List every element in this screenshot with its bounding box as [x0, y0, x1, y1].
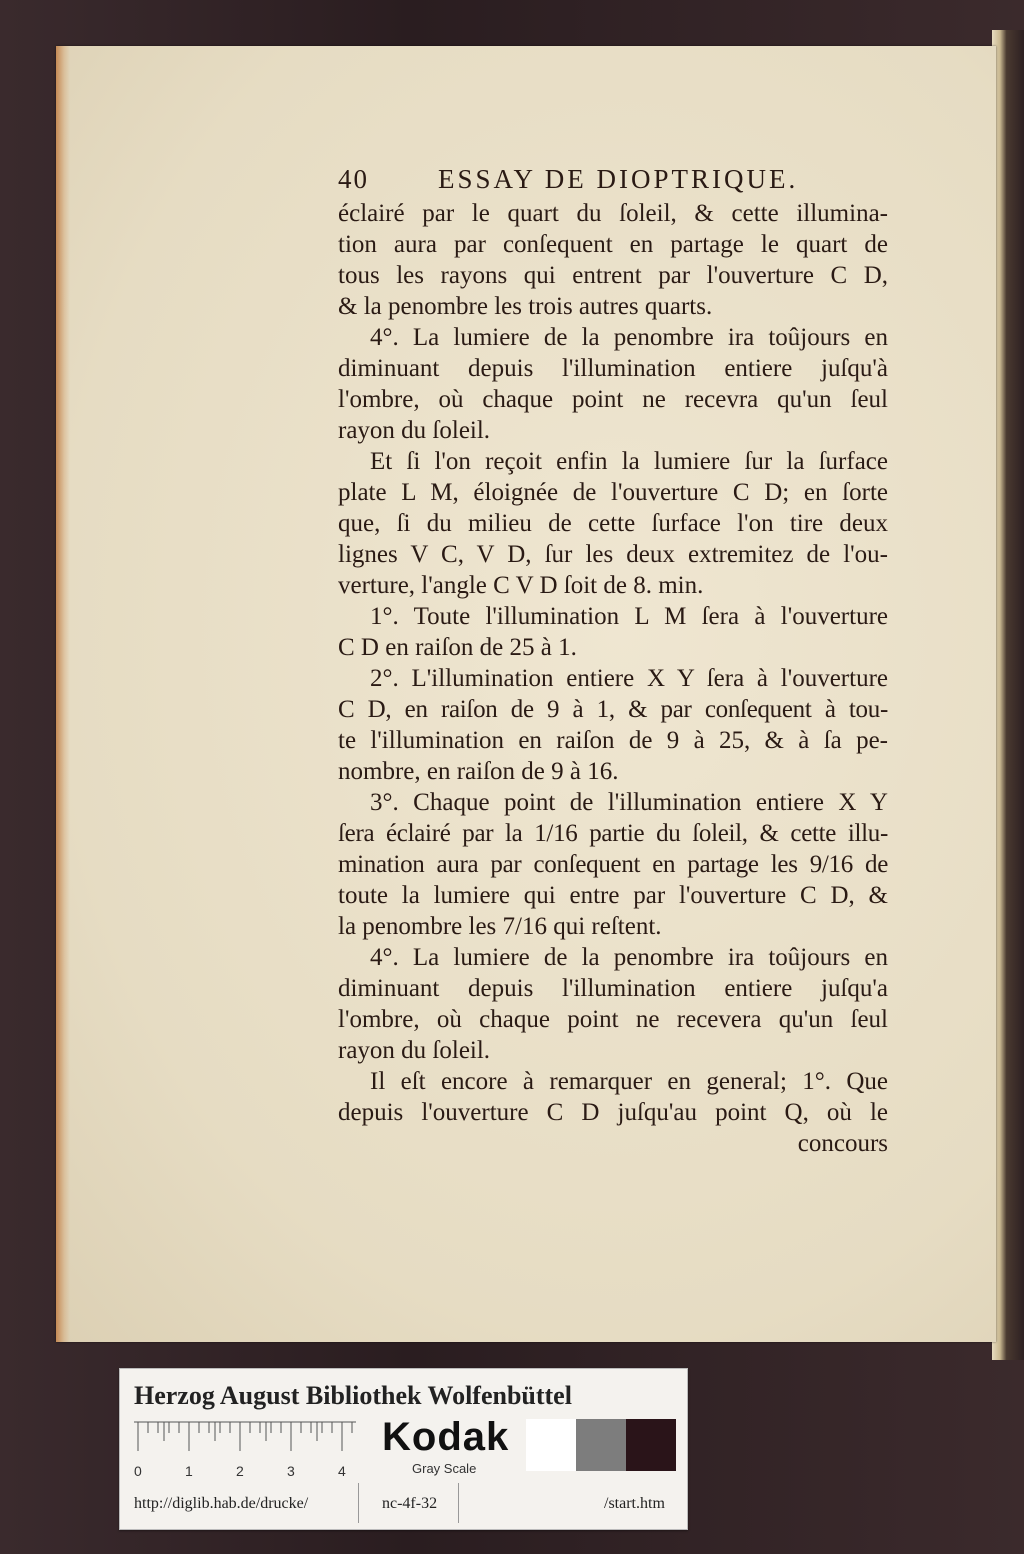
text-line: lignes V C, V D, ſur les deux extremitez de l'ou-	[338, 541, 888, 568]
text-line: 2°. L'illumination entiere X Y ſera à l'ouverture	[370, 665, 888, 692]
page-header	[338, 164, 888, 198]
text-line: nombre, en raiſon de 9 à 16.	[338, 758, 619, 785]
text-line: ſera éclairé par la 1/16 partie du ſoleil, & cette illu-	[338, 820, 888, 847]
page-text	[338, 164, 888, 1159]
text-line: 4°. La lumiere de la penombre ira toûjours en	[370, 324, 888, 351]
card-divider	[358, 1483, 359, 1523]
gray-patch-mid	[576, 1419, 626, 1471]
text-line: te l'illumination en raiſon de 9 à 25, & à ſa pe-	[338, 727, 888, 754]
text-line: 1°. Toute l'illumination L M ſera à l'ouverture	[370, 603, 888, 630]
text-line: mination aura par conſequent en partage les 9/16 de	[338, 851, 888, 878]
ruler-number: 2	[236, 1463, 244, 1479]
text-line: rayon du ſoleil.	[338, 1037, 491, 1064]
library-color-card	[119, 1368, 688, 1530]
text-line: depuis l'ouverture C D juſqu'au point Q, où le	[338, 1099, 888, 1126]
text-line: C D, en raiſon de 9 à 1, & par conſequent à tou-	[338, 696, 888, 723]
text-line: Il eſt encore à remarquer en general; 1°. Que	[370, 1068, 888, 1095]
text-line: 3°. Chaque point de l'illumination entiere X Y	[370, 789, 888, 816]
text-line: la penombre les 7/16 qui reſtent.	[338, 913, 662, 940]
shelfmark: nc-4f-32	[382, 1495, 438, 1512]
gray-patch-dark	[626, 1419, 676, 1471]
text-line: tion aura par conſequent en partage le quart de	[338, 231, 888, 258]
text-line: rayon du ſoleil.	[338, 417, 491, 444]
text-line: diminuant depuis l'illumination entiere juſqu'à	[338, 355, 888, 382]
text-line: tous les rayons qui entrent par l'ouverture C D,	[338, 262, 888, 289]
text-line: diminuant depuis l'illumination entiere juſqu'a	[338, 975, 888, 1002]
text-line: 4°. La lumiere de la penombre ira toûjours en	[370, 944, 888, 971]
text-line: plate L M, éloignée de l'ouverture C D; en ſorte	[338, 479, 888, 506]
running-title: ESSAY DE DIOPTRIQUE.	[438, 164, 799, 194]
text-line: toute la lumiere qui entre par l'ouverture C D, &	[338, 882, 888, 909]
ruler-scale	[134, 1421, 356, 1455]
start-path: /start.htm	[604, 1495, 665, 1512]
ruler-number: 4	[338, 1463, 346, 1479]
next-page-edge	[992, 30, 1024, 1360]
ruler-number: 3	[287, 1463, 295, 1479]
catchword: concours	[797, 1130, 888, 1157]
text-line: C D en raiſon de 25 à 1.	[338, 634, 577, 661]
library-name: Herzog August Bibliothek Wolfenbüttel	[134, 1381, 572, 1410]
text-line: & la penombre les trois autres quarts.	[338, 293, 713, 320]
text-line: l'ombre, où chaque point ne recevera qu'un ſeul	[338, 1006, 888, 1033]
page-number: 40	[338, 164, 369, 194]
library-url: http://diglib.hab.de/drucke/	[134, 1495, 309, 1512]
page-gutter-stain	[56, 46, 70, 1342]
text-line: que, ſi du milieu de cette ſurface l'on tire deux	[338, 510, 888, 537]
kodak-logo: Kodak	[382, 1415, 510, 1459]
text-line: l'ombre, où chaque point ne recevra qu'un ſeul	[338, 386, 888, 413]
ruler-number: 1	[185, 1463, 193, 1479]
text-line: verture, l'angle C V D ſoit de 8. min.	[338, 572, 704, 599]
text-line: éclairé par le quart du ſoleil, & cette illumina-	[338, 200, 888, 227]
ruler-number: 0	[134, 1463, 142, 1479]
gray-scale-label: Gray Scale	[412, 1461, 477, 1476]
text-line: Et ſi l'on reçoit enfin la lumiere ſur la ſurface	[370, 448, 888, 475]
gray-patch-white	[526, 1419, 576, 1471]
card-divider	[458, 1483, 459, 1523]
